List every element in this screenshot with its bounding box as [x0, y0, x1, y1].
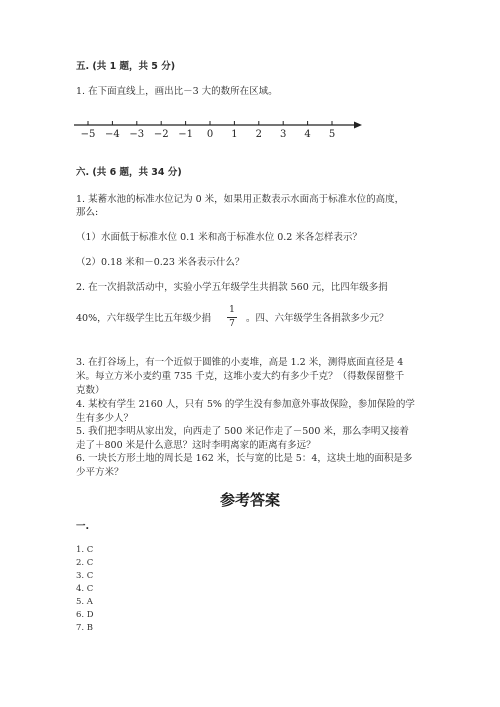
s6-q1-line1: 1. 某蓄水池的标准水位记为 0 米，如果用正数表示水面高于标准水位的高度，	[76, 194, 405, 205]
answer-item: 7. B	[76, 623, 94, 633]
section5-question1: 1. 在下面直线上，画出比－3 大的数所在区域。	[76, 86, 278, 97]
answers-section1-label: 一.	[76, 521, 90, 532]
answer-item: 3. C	[76, 571, 94, 581]
fraction-numerator: 1	[229, 305, 235, 315]
number-line	[0, 112, 500, 142]
number-line-label: 4	[304, 129, 311, 140]
number-line-label: 3	[280, 129, 287, 140]
section5-heading: 五. (共 1 题，共 5 分)	[76, 61, 176, 72]
fraction-one-seventh	[227, 305, 237, 330]
number-line-label: −1	[178, 129, 193, 140]
number-line-label: 1	[231, 129, 238, 140]
s6-q4-line1: 4. 某校有学生 2160 人，只有 5% 的学生没有参加意外事故保险，参加保险的学	[76, 399, 415, 410]
fraction-denominator: 7	[229, 319, 235, 329]
number-line-arrow-icon	[354, 122, 362, 129]
s6-q6-line1: 6. 一块长方形土地的周长是 162 米，长与宽的比是 5：4，这块土地的面积是多	[76, 453, 413, 464]
answer-item: 6. D	[76, 610, 94, 620]
s6-q2-line2a: 40%，六年级学生比五年级少捐	[76, 313, 212, 324]
s6-q2-line1: 2. 在一次捐款活动中，实验小学五年级学生共捐款 560 元，比四年级多捐	[76, 282, 388, 293]
answer-item: 1. C	[76, 545, 94, 555]
s6-q1-sub1: （1）水面低于标准水位 0.1 米和高于标准水位 0.2 米各怎样表示？	[76, 232, 362, 243]
number-line-label: −2	[153, 129, 169, 140]
answers-title: 参考答案	[219, 491, 280, 509]
s6-q2-line2b: 。四、六年级学生各捐款多少元？	[246, 313, 389, 324]
number-line-label: 5	[328, 129, 336, 140]
s6-q5-line2: 走了＋800 米是什么意思？这时李明离家的距离有多远？	[76, 440, 316, 451]
fraction-bar	[227, 317, 237, 318]
s6-q6-line2: 少平方米？	[76, 467, 124, 478]
s6-q3-line2: 米。每立方米小麦约重 735 千克，这堆小麦大约有多少千克？（得数保留整千	[76, 371, 405, 382]
s6-q4-line2: 生有多少人？	[76, 413, 134, 424]
number-line-label: −3	[129, 129, 145, 140]
s6-q1-line2: 那么:	[76, 207, 99, 218]
number-line-label: 2	[255, 129, 262, 140]
answer-item: 5. A	[76, 597, 93, 607]
number-line-label: −5	[80, 129, 96, 140]
s6-q1-sub2: （2）0.18 米和－0.23 米各表示什么？	[76, 257, 245, 268]
answer-item: 2. C	[76, 558, 94, 568]
s6-q3-line1: 3. 在打谷场上，有一个近似于圆锥的小麦堆，高是 1.2 米，测得底面直径是 4	[76, 357, 404, 368]
number-line-ticks	[81, 121, 336, 140]
s6-q3-line3: 克数）	[76, 385, 105, 396]
number-line-label: −4	[105, 129, 120, 140]
s6-q5-line1: 5. 我们把李明从家出发，向西走了 500 米记作走了－500 米，那么李明又接着	[76, 426, 409, 437]
number-line-label: 0	[206, 129, 214, 140]
answer-item: 4. C	[76, 584, 94, 594]
section6-heading: 六. (共 6 题，共 34 分)	[76, 167, 182, 178]
